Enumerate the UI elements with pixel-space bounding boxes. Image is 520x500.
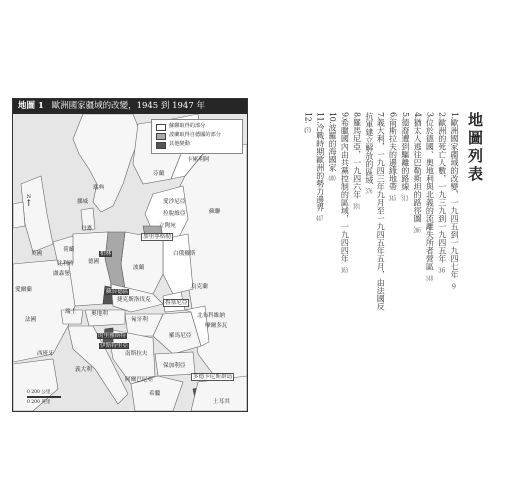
scale-km: 0 200 公里 <box>27 390 51 395</box>
legend-label: 其他變動 <box>169 141 190 147</box>
item-number: 2. <box>437 112 447 119</box>
item-number: 8. <box>352 112 362 119</box>
label-latvia: 拉脫維亞 <box>163 211 186 217</box>
label-carpatho: 魯塞尼亞 <box>165 300 188 306</box>
item-page: 383 <box>340 266 348 274</box>
list-item <box>313 112 325 312</box>
item-text: 波羅的海國家 <box>328 123 338 172</box>
list-item <box>435 112 447 312</box>
item-page: 473 <box>303 127 312 134</box>
item-text: 德裔遭到驅離的路線 <box>400 118 410 191</box>
map-legend <box>151 119 243 154</box>
item-page: 400 <box>328 175 336 182</box>
item-text: 羅馬尼亞，一九四六年 <box>352 118 362 199</box>
item-page: 286 <box>413 226 421 234</box>
item-text: 位於德國、奧地利與北義的流離失所者營區 <box>425 118 435 271</box>
page-title: 地圖列表 <box>466 112 484 184</box>
label-ireland: 愛爾蘭 <box>15 287 32 293</box>
list-item <box>386 112 398 312</box>
item-page: 36 <box>438 266 446 274</box>
label-trieste: 的里雅斯特 <box>98 333 126 339</box>
item-page: 345 <box>388 194 397 202</box>
label-karelia: 卡累利阿 <box>187 157 210 163</box>
item-page: 313 <box>401 194 409 202</box>
label-dodecanese: 多德卡尼斯群島 <box>193 374 233 380</box>
map-header <box>13 99 247 114</box>
item-number: 5. <box>400 112 410 119</box>
map-list <box>301 112 460 312</box>
label-denmark: 丹麥 <box>81 226 93 232</box>
label-netherlands: 荷蘭 <box>63 247 75 253</box>
poland-land <box>121 232 163 294</box>
label-france: 法國 <box>25 317 37 323</box>
label-switzerland: 瑞士 <box>65 309 77 315</box>
item-number: 6. <box>388 112 398 119</box>
arrow-up-icon: ↑ <box>25 199 33 209</box>
item-page: 148 <box>425 274 433 282</box>
item-text: 歐洲的死亡人數，一九三九到一九四五年 <box>437 118 447 263</box>
label-ukraine: 烏克蘭 <box>191 284 208 290</box>
legend-swatch <box>156 124 166 131</box>
north-label: N <box>26 194 31 200</box>
item-page: 9 <box>451 282 457 290</box>
legend-swatch <box>156 142 166 149</box>
label-belgium: 比利時 <box>57 261 74 267</box>
item-number: 7. <box>376 112 386 119</box>
item-number: 11. <box>315 112 325 124</box>
item-number: 3. <box>425 112 435 119</box>
label-bessarabia: 北布科維納 <box>197 313 225 319</box>
map-scale <box>27 389 61 405</box>
label-ussr: 蘇聯 <box>209 209 221 215</box>
legend-swatch <box>156 133 166 140</box>
label-finland: 芬蘭 <box>153 171 165 177</box>
item-text: 希臘國內由共黨控制的區域，一九四四年 <box>340 118 350 263</box>
label-estonia: 愛沙尼亞 <box>163 199 186 205</box>
item-text: 歐洲國家疆域的改變，一九四五到一九四七年 <box>450 118 459 279</box>
label-bulgaria: 保加利亞 <box>163 363 186 369</box>
item-page: 447 <box>316 215 324 222</box>
label-berlin: 柏林 <box>100 251 112 257</box>
list-item <box>411 112 423 312</box>
legend-label: 波蘭取得自德國的部分 <box>169 132 221 138</box>
label-lux: 盧森堡 <box>53 271 70 277</box>
label-moldova: 摩爾多瓦 <box>205 323 228 329</box>
north-arrow <box>25 194 33 209</box>
scale-bar <box>27 396 61 398</box>
item-text: 冷戰時期歐洲的勢力邊界 <box>315 123 325 212</box>
label-belarus: 白俄羅斯 <box>173 251 196 257</box>
item-number: 10. <box>328 112 338 124</box>
item-number: 4. <box>413 112 423 119</box>
label-poland: 波蘭 <box>133 265 145 271</box>
list-item <box>338 112 350 312</box>
label-kaliningrad: 加里寧格勒 <box>143 234 171 240</box>
legend-item <box>156 123 238 131</box>
item-page: 376 <box>365 188 373 195</box>
legend-item <box>156 132 238 140</box>
label-lithuania: 立陶宛 <box>159 223 176 229</box>
map-drawing <box>13 114 247 411</box>
label-turkey: 土耳其 <box>213 399 230 405</box>
label-istria: 伊斯特里亞 <box>100 343 128 349</box>
label-norway: 挪威 <box>77 199 89 205</box>
item-number: 1. <box>450 112 459 119</box>
label-sudeten: 蘇台德區 <box>106 289 129 295</box>
label-uk: 英國 <box>31 251 43 257</box>
label-romania: 羅馬尼亞 <box>169 333 192 339</box>
label-yugoslavia: 南斯拉夫 <box>125 351 148 357</box>
list-item <box>350 112 362 312</box>
item-text: 南斯拉夫的邊緣地帶 <box>388 118 398 191</box>
list-item <box>448 112 460 312</box>
legend-label: 蘇聯取得的部分 <box>169 123 206 129</box>
europe-map-figure <box>12 98 248 412</box>
label-austria: 奧地利 <box>91 311 108 317</box>
list-item <box>399 112 411 312</box>
item-page: 381 <box>353 202 361 210</box>
scale-mi: 0 200 英里 <box>27 400 51 405</box>
label-spain: 西班牙 <box>37 351 54 357</box>
item-number: 12. <box>303 112 313 124</box>
map-number: 地圖 1 <box>18 101 44 111</box>
label-germany: 德國 <box>88 259 100 265</box>
label-sweden: 瑞典 <box>93 185 105 191</box>
list-item <box>326 112 338 312</box>
item-text: 猶太人逃往巴勒斯坦的路徑圖 <box>413 118 423 223</box>
legend-item <box>156 141 238 149</box>
map-title: 歐洲國家疆域的改變，1945 到 1947 年 <box>51 101 205 111</box>
label-italy: 義大利 <box>75 367 92 373</box>
list-item <box>301 112 313 312</box>
label-czech: 捷克斯洛伐克 <box>117 297 151 303</box>
label-hungary: 匈牙利 <box>131 317 148 323</box>
list-item <box>423 112 435 312</box>
item-text: 義大利，一九四三年九月至一九四五年五月，由法國反抗軍建立解放的區域 <box>364 112 386 311</box>
list-item <box>363 112 387 312</box>
label-greece: 希臘 <box>149 391 161 397</box>
item-number: 9. <box>340 112 350 119</box>
ireland-land <box>13 202 25 228</box>
label-albania: 阿爾巴尼亞 <box>125 377 153 383</box>
